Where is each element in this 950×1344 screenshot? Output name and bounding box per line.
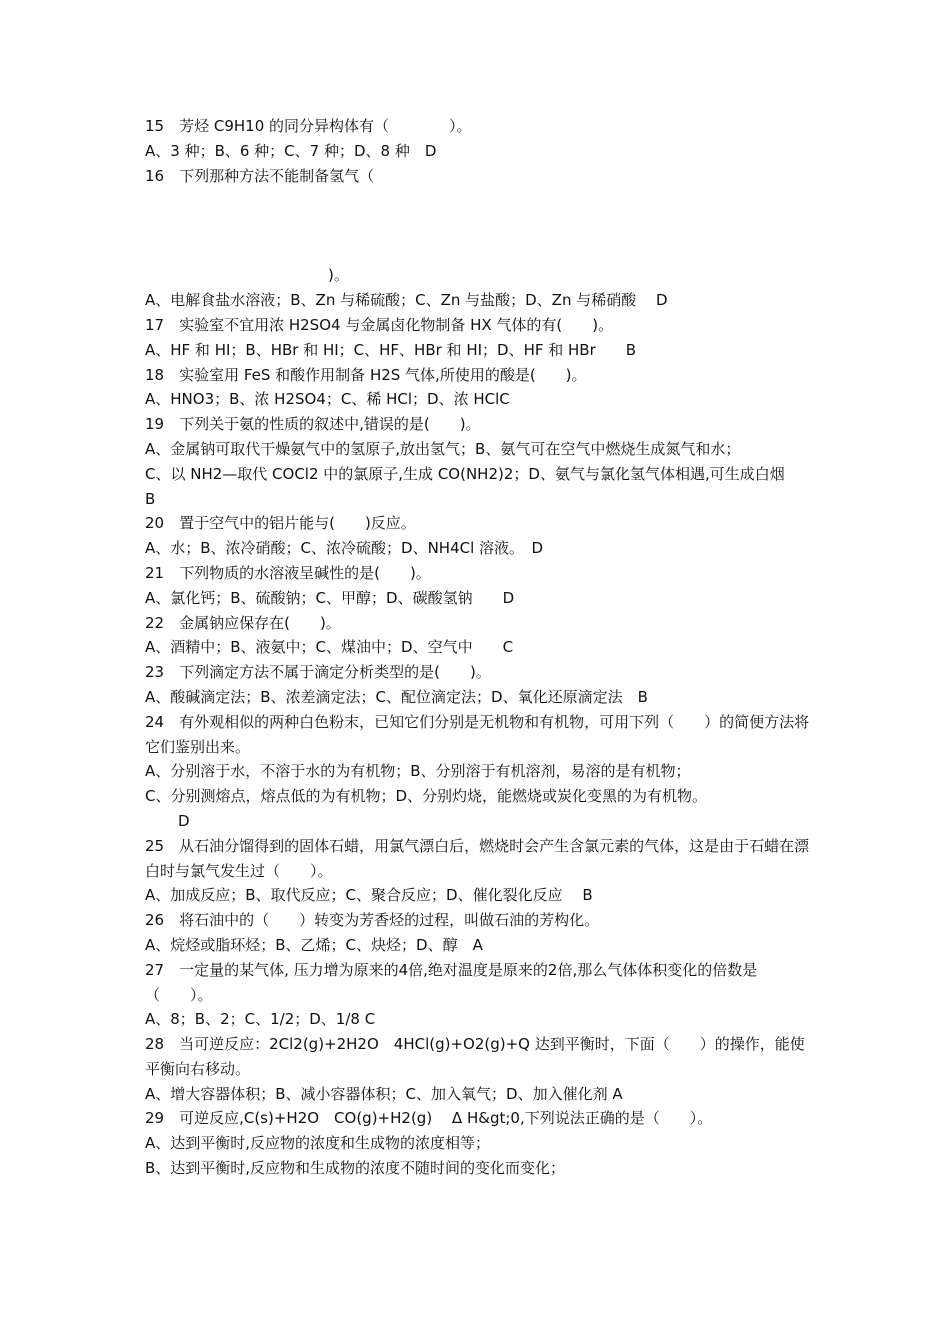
answer-23: A、酸碱滴定法；B、浓差滴定法；C、配位滴定法；D、氧化还原滴定法 B	[145, 687, 648, 706]
question-24: 24 有外观相似的两种白色粉末，已知它们分别是无机物和有机物，可用下列（ ）的简便方法将它们鉴别出来。	[145, 712, 810, 756]
question-27: 27 一定量的某气体, 压力增为原来的4倍,绝对温度是原来的2倍,那么气体体积变化的倍数是（ ）。	[145, 960, 758, 1004]
answer-19-cd: C、以 NH2—取代 COCl2 中的氯原子,生成 CO(NH2)2；D、氨气与氯化氢气体相遇,可生成白烟 B	[145, 464, 815, 508]
document-body	[145, 114, 815, 1181]
answer-24-key: D	[178, 811, 190, 830]
question-16: 16 下列那种方法不能制备氢气（	[145, 166, 375, 185]
answer-16: A、电解食盐水溶液；B、Zn 与稀硫酸；C、Zn 与盐酸；D、Zn 与稀硝酸 D	[145, 291, 668, 310]
question-20: 20 置于空气中的铝片能与( )反应。	[145, 514, 416, 533]
question-29: 29 可逆反应,C(s)+H2O CO(g)+H2(g) Δ H&gt;0,下列说法正确的是（ ）。	[145, 1109, 713, 1128]
answer-17: A、HF 和 HI；B、HBr 和 HI；C、HF、HBr 和 HI；D、HF 和 HBr B	[145, 340, 637, 359]
question-25: 25 从石油分馏得到的固体石蜡，用氯气漂白后，燃烧时会产生含氯元素的气体，这是由于石蜡在漂白时与氯气发生过（ ）。	[145, 836, 810, 880]
answer-20: A、水；B、浓冷硝酸；C、浓冷硫酸；D、NH4Cl 溶液。 D	[145, 539, 544, 558]
question-22: 22 金属钠应保存在( )。	[145, 613, 341, 632]
answer-29-a: A、达到平衡时,反应物的浓度和生成物的浓度相等；	[145, 1134, 491, 1153]
answer-26: A、烷烃或脂环烃；B、乙烯；C、炔烃；D、醇 A	[145, 935, 483, 954]
answer-27: A、8；B、2；C、1/2；D、1/8 C	[145, 1010, 376, 1029]
question-18: 18 实验室用 FeS 和酸作用制备 H2S 气体,所使用的酸是( )。	[145, 365, 587, 384]
question-21: 21 下列物质的水溶液呈碱性的是( )。	[145, 563, 431, 582]
answer-25: A、加成反应；B、取代反应；C、聚合反应；D、催化裂化反应 B	[145, 886, 593, 905]
answer-28: A、增大容器体积；B、减小容器体积；C、加入氧气；D、加入催化剂 A	[145, 1084, 623, 1103]
answer-18: A、HNO3；B、浓 H2SO4；C、稀 HCl；D、浓 HClC	[145, 390, 510, 409]
answer-21: A、氯化钙；B、硫酸钠；C、甲醇；D、碳酸氢钠 D	[145, 588, 515, 607]
question-17: 17 实验室不宜用浓 H2SO4 与金属卤化物制备 HX 气体的有( )。	[145, 315, 614, 334]
question-16-close: )。	[328, 266, 349, 285]
question-19: 19 下列关于氨的性质的叙述中,错误的是( )。	[145, 415, 481, 434]
answer-15: A、3 种；B、6 种；C、7 种；D、8 种 D	[145, 141, 437, 160]
question-23: 23 下列滴定方法不属于滴定分析类型的是( )。	[145, 663, 491, 682]
question-28: 28 当可逆反应：2Cl2(g)+2H2O 4HCl(g)+O2(g)+Q 达到平衡时，下面（ ）的操作，能使平衡向右移动。	[145, 1035, 805, 1078]
answer-29-b: B、达到平衡时,反应物和生成物的浓度不随时间的变化而变化；	[145, 1159, 566, 1178]
blank-space	[145, 188, 810, 263]
question-15: 15 芳烃 C9H10 的同分异构体有（ ）。	[145, 117, 472, 135]
answer-24-cd: C、分别测熔点，熔点低的为有机物；D、分别灼烧，能燃烧或炭化变黑的为有机物。	[145, 787, 708, 806]
question-26: 26 将石油中的（ ）转变为芳香烃的过程，叫做石油的芳构化。	[145, 911, 600, 930]
answer-19-ab: A、金属钠可取代干燥氨气中的氢原子,放出氢气；B、氨气可在空气中燃烧生成氮气和水；	[145, 439, 741, 458]
answer-24-ab: A、分别溶于水，不溶于水的为有机物；B、分别溶于有机溶剂，易溶的是有机物；	[145, 762, 691, 781]
answer-22: A、酒精中；B、液氨中；C、煤油中；D、空气中 C	[145, 638, 514, 657]
